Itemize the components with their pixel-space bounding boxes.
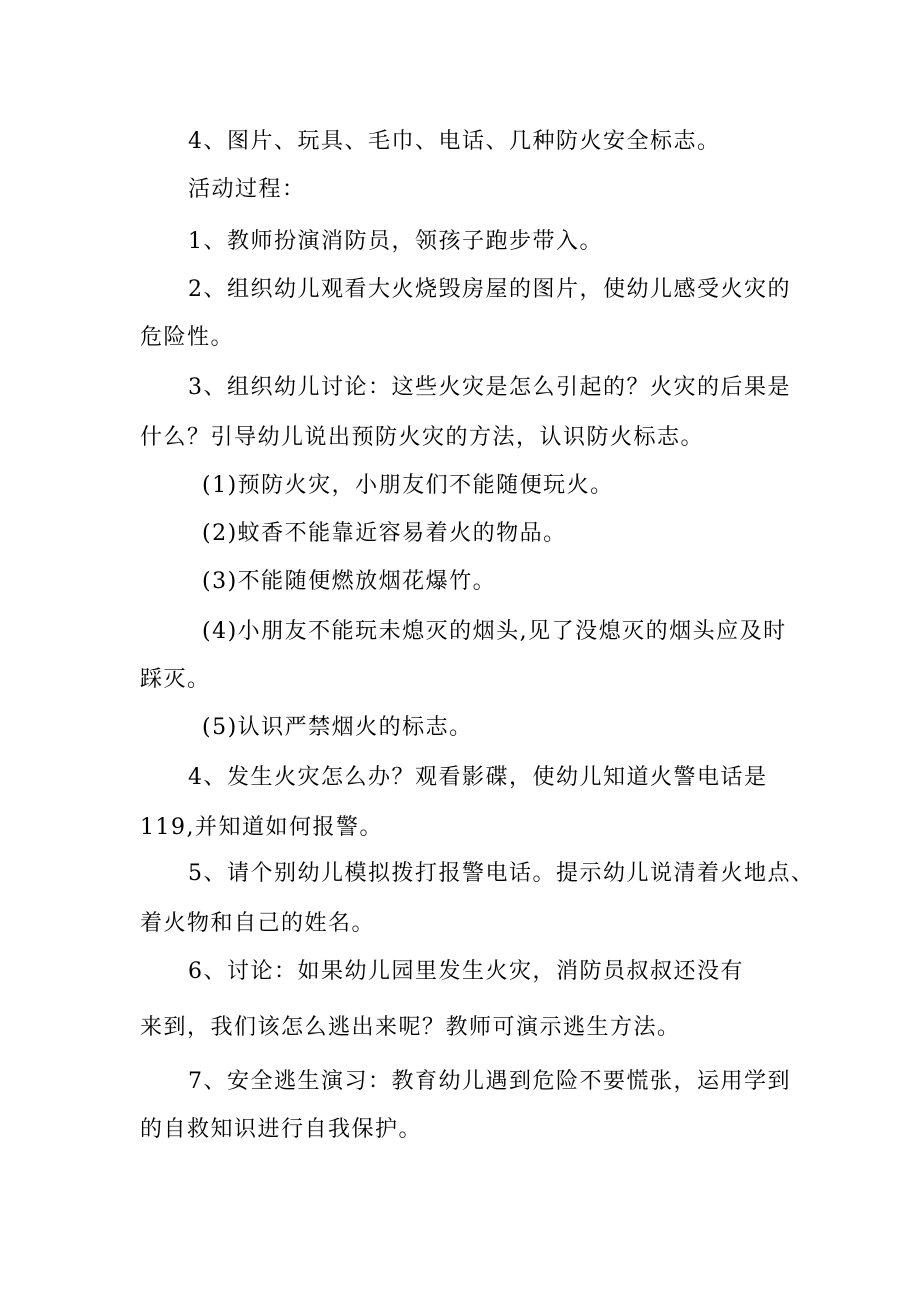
substep-1: (1)预防火灾，小朋友们不能随便玩火。 [202, 473, 614, 498]
step-3-line-1: 3、组织幼儿讨论：这些火灾是怎么引起的？火灾的后果是 [188, 375, 791, 400]
substep-4-line-2: 踩灭。 [140, 667, 211, 692]
step-1: 1、教师扮演消防员，领孩子跑步带入。 [188, 229, 603, 254]
substep-2: (2)蚊香不能靠近容易着火的物品。 [202, 521, 567, 546]
step-7-line-1: 7、安全逃生演习：教育幼儿遇到危险不要慌张，运用学到 [188, 1069, 791, 1094]
step-4-line-2: 119,并知道如何报警。 [140, 815, 383, 840]
step-7-line-2: 的自救知识进行自我保护。 [140, 1117, 423, 1142]
step-2-line-1: 2、组织幼儿观看大火烧毁房屋的图片，使幼儿感受火灾的 [188, 277, 791, 302]
step-6-line-2: 来到，我们该怎么逃出来呢？教师可演示逃生方法。 [140, 1015, 681, 1040]
step-5-line-2: 着火物和自己的姓名。 [140, 911, 376, 936]
step-5-line-1: 5、请个别幼儿模拟拨打报警电话。提示幼儿说清着火地点、 [188, 861, 815, 886]
substep-5: (5)认识严禁烟火的标志。 [202, 715, 473, 740]
material-item-4: 4、图片、玩具、毛巾、电话、几种防火安全标志。 [188, 129, 721, 154]
step-2-line-2: 危险性。 [140, 325, 235, 350]
step-3-line-2: 什么？引导幼儿说出预防火灾的方法，认识防火标志。 [140, 425, 705, 450]
step-6-line-1: 6、讨论：如果幼儿园里发生火灾，消防员叔叔还没有 [188, 959, 744, 984]
step-4-line-1: 4、发生火灾怎么办？观看影碟，使幼儿知道火警电话是 [188, 765, 768, 790]
section-heading: 活动过程： [188, 177, 306, 202]
substep-3: (3)不能随便燃放烟花爆竹。 [202, 569, 497, 594]
substep-4-line-1: (4)小朋友不能玩未熄灭的烟头,见了没熄灭的烟头应及时 [202, 619, 787, 644]
